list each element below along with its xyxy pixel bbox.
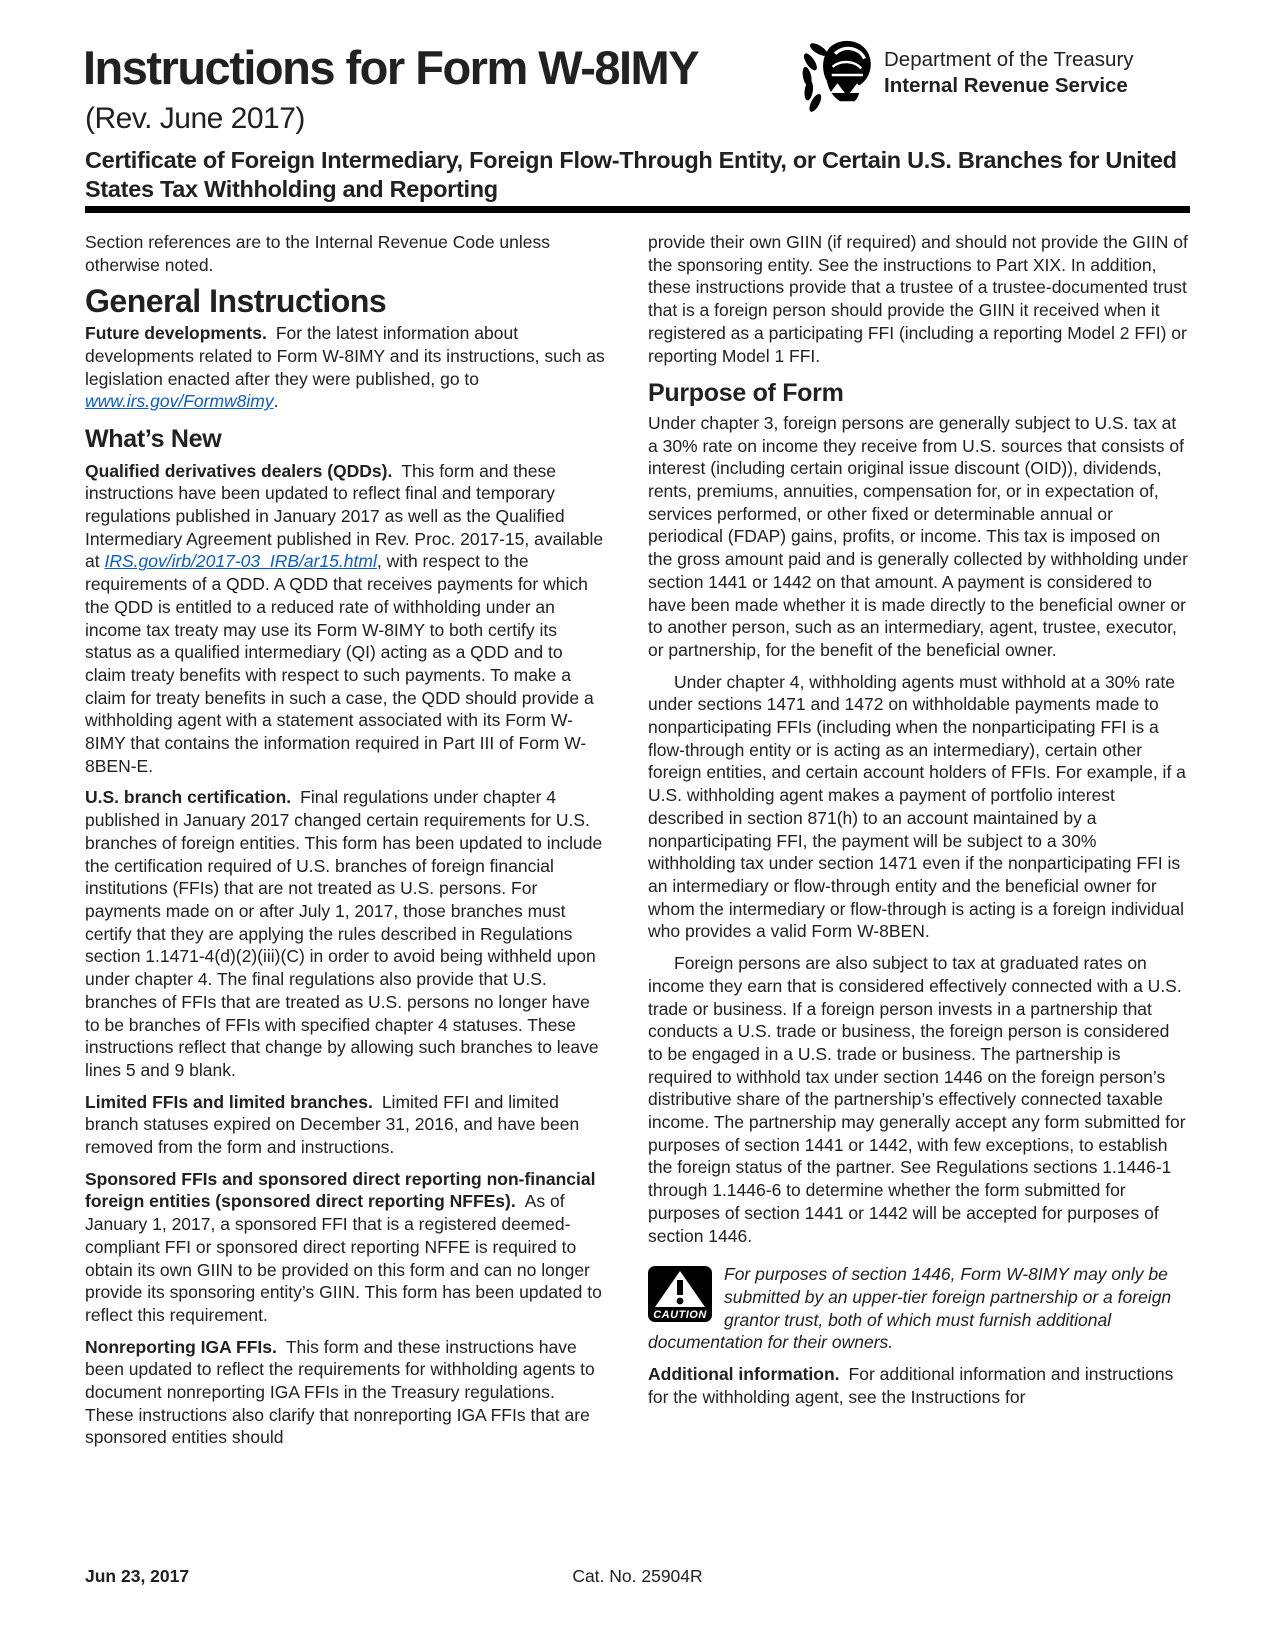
- irs-label: Internal Revenue Service: [884, 74, 1128, 97]
- heading-purpose-of-form: Purpose of Form: [648, 379, 844, 408]
- header-rule: [85, 206, 1190, 213]
- right-column: [648, 231, 1188, 1561]
- form-subtitle: Certificate of Foreign Intermediary, Foreign Flow-Through Entity, or Certain U.S. Branches for United States Tax Withholding and Reporting: [85, 147, 1177, 202]
- paragraph-giin-continuation: provide their own GIIN (if required) and should not provide the GIIN of the sponsoring entity. See the instructions to Part XIX. In addition, these instructions provide that a trustee of a trustee-documented trust that is a foreign person should provide the GIIN it received when it registered as a participating FFI (including a reporting Model 2 FFI) or reporting Model 1 FFI.: [648, 232, 1188, 366]
- additional-info-lead: Additional information.: [648, 1364, 840, 1385]
- page-title: Instructions for Form W-8IMY: [83, 41, 699, 94]
- future-developments-text: For the latest information about developments related to Form W-8IMY and its instructions, such as legislation enacted after they were published, go to: [85, 323, 605, 389]
- paragraph-caution: For purposes of section 1446, Form W-8IMY may only be submitted by an upper-tier foreign partnership or a foreign grantor trust, both of which must furnish additional documentation for their owners.: [648, 1264, 1172, 1353]
- sponsored-ffis-lead: Sponsored FFIs and sponsored direct reporting non-financial foreign entities (sponsored direct reporting NFFEs).: [85, 1168, 596, 1212]
- caution-icon: [648, 1266, 712, 1326]
- paragraph-limited-ffis: [85, 1091, 607, 1159]
- qdd-lead: Qualified derivatives dealers (QDDs).: [85, 460, 393, 481]
- revision-label: (Rev. June 2017): [85, 102, 305, 135]
- sponsored-ffis-text: As of January 1, 2017, a sponsored FFI that is a registered deemed-compliant FFI or sponsored direct reporting NFFE is required to obtain its own GIIN to be provided on this form and can no longer provide its sponsoring entity’s GIIN. This form has been updated to reflect this requirement.: [85, 1191, 602, 1325]
- heading-general-instructions: General Instructions: [85, 283, 387, 320]
- paragraph-us-branch-certification: [85, 786, 607, 1081]
- link-irs-irb[interactable]: IRS.gov/irb/2017-03_IRB/ar15.html: [104, 551, 377, 572]
- treasury-label: Department of the Treasury: [884, 48, 1134, 71]
- paragraph-additional-information: [648, 1363, 1188, 1408]
- nonreporting-iga-lead: Nonreporting IGA FFIs.: [85, 1336, 277, 1357]
- paragraph-chapter3: Under chapter 3, foreign persons are generally subject to U.S. tax at a 30% rate on income they receive from U.S. sources that consists of interest (including certain original issue discount (OID)), dividends, rents, premiums, annuities, compensation for, or in expectation of, services performed, or other fixed or determinable annual or periodical (FDAP) gains, profits, or income. This tax is imposed on the gross amount paid and is generally collected by withholding under section 1441 or 1442 on that amount. A payment is considered to have been made whether it is made directly to the beneficial owner or to another person, such as an intermediary, agent, trustee, executor, or partnership, for the benefit of the beneficial owner.: [648, 412, 1188, 660]
- footer-date: Jun 23, 2017: [85, 1566, 190, 1586]
- limited-ffis-lead: Limited FFIs and limited branches.: [85, 1091, 373, 1112]
- paragraph-future-developments: [85, 322, 607, 413]
- additional-info-text: For additional information and instructions for the withholding agent, see the Instructions for: [648, 1364, 1174, 1407]
- agency-block: [884, 47, 1134, 99]
- heading-whats-new: What’s New: [85, 424, 222, 453]
- footer-catalog-number: Cat. No. 25904R: [572, 1566, 703, 1586]
- paragraph-sponsored-ffis: [85, 1168, 607, 1327]
- us-branch-lead: U.S. branch certification.: [85, 787, 292, 808]
- qdd-text: This form and these instructions have been updated to reflect final and temporary regulations published in January 2017 as well as the Qualified Intermediary Agreement published in Rev. Proc. 2017-15, available at: [85, 460, 604, 572]
- qdd-text-end: , with respect to the requirements of a QDD. A QDD that receives payments for which the QDD is entitled to a reduced rate of withholding under an income tax treaty may use its Form W-8IMY to both certify its status as a qualified intermediary (QI) acting as a QDD and to claim treaty benefits with respect to such payments. To make a claim for treaty benefits in such a case, the QDD should provide a withholding agent with a statement associated with its Form W-8IMY that contains the information required in Part III of Form W-8BEN-E.: [85, 551, 594, 776]
- paragraph-nonreporting-iga: [85, 1336, 607, 1450]
- paragraph-chapter4: Under chapter 4, withholding agents must withhold at a 30% rate under sections 1471 and 1472 on withholdable payments made to nonparticipating FFIs (including when the nonparticipating FFI is a flow-through entity or is acting as an intermediary), certain other foreign entities, and certain account holders of FFIs. For example, if a U.S. withholding agent makes a payment of portfolio interest described in section 871(h) to an account maintained by a nonparticipating FFI, the payment will be subject to a 30% withholding tax under section 1471 even if the nonparticipating FFI is an intermediary or flow-through entity and the beneficial owner for whom the intermediary or flow-through is acting is a foreign individual who provides a valid Form W-8BEN.: [648, 671, 1186, 942]
- future-developments-text-end: .: [273, 391, 279, 412]
- caution-box: [648, 1263, 1188, 1354]
- left-column: [85, 231, 607, 1561]
- us-branch-text: Final regulations under chapter 4 published in January 2017 changed certain requirements for U.S. branches of foreign entities. This form has been updated to include the certification required of U.S. branches of foreign financial institutions (FFIs) that are not treated as U.S. persons. For payments made on or after July 1, 2017, those branches must certify that they are applying the rules described in Regulations section 1.1471-4(d)(2)(iii)(C) in order to avoid being withheld upon under chapter 4. The final regulations also provide that U.S. branches of FFIs that are treated as U.S. persons no longer have to be branches of FFIs with specified chapter 4 statuses. These instructions reflect that change by allowing such branches to leave lines 5 and 9 blank.: [85, 787, 603, 1080]
- future-developments-lead: Future developments.: [85, 323, 267, 344]
- limited-ffis-text: Limited FFI and limited branch statuses expired on December 31, 2016, and have been removed from the form and instructions.: [85, 1091, 580, 1158]
- paragraph-effectively-connected: Foreign persons are also subject to tax at graduated rates on income they earn that is considered effectively connected with a U.S. trade or business. If a foreign person invests in a partnership that conducts a U.S. trade or business, the foreign person is considered to be engaged in a U.S. trade or business. The partnership is required to withhold tax under section 1446 on the foreign person’s distributive share of the partnership’s effectively connected taxable income. The partnership may generally accept any form submitted for purposes of section 1441 or 1442, with few exceptions, to establish the foreign status of the partner. See Regulations sections 1.1446-1 through 1.1446-6 to determine whether the form submitted for purposes of section 1441 or 1442 will be accepted for purposes of section 1446.: [648, 953, 1186, 1246]
- paragraph-qdd: [85, 460, 607, 778]
- link-formw8imy[interactable]: www.irs.gov/Formw8imy: [85, 391, 274, 412]
- irs-eagle-logo: [794, 33, 876, 117]
- section-note: Section references are to the Internal Revenue Code unless otherwise noted.: [85, 232, 551, 275]
- nonreporting-iga-text: This form and these instructions have been updated to reflect the requirements for withholding agents to document nonreporting IGA FFIs in the Treasury regulations. These instructions also clarify that nonreporting IGA FFIs that are sponsored entities should: [85, 1336, 595, 1448]
- caution-icon-label: CAUTION: [653, 1309, 707, 1322]
